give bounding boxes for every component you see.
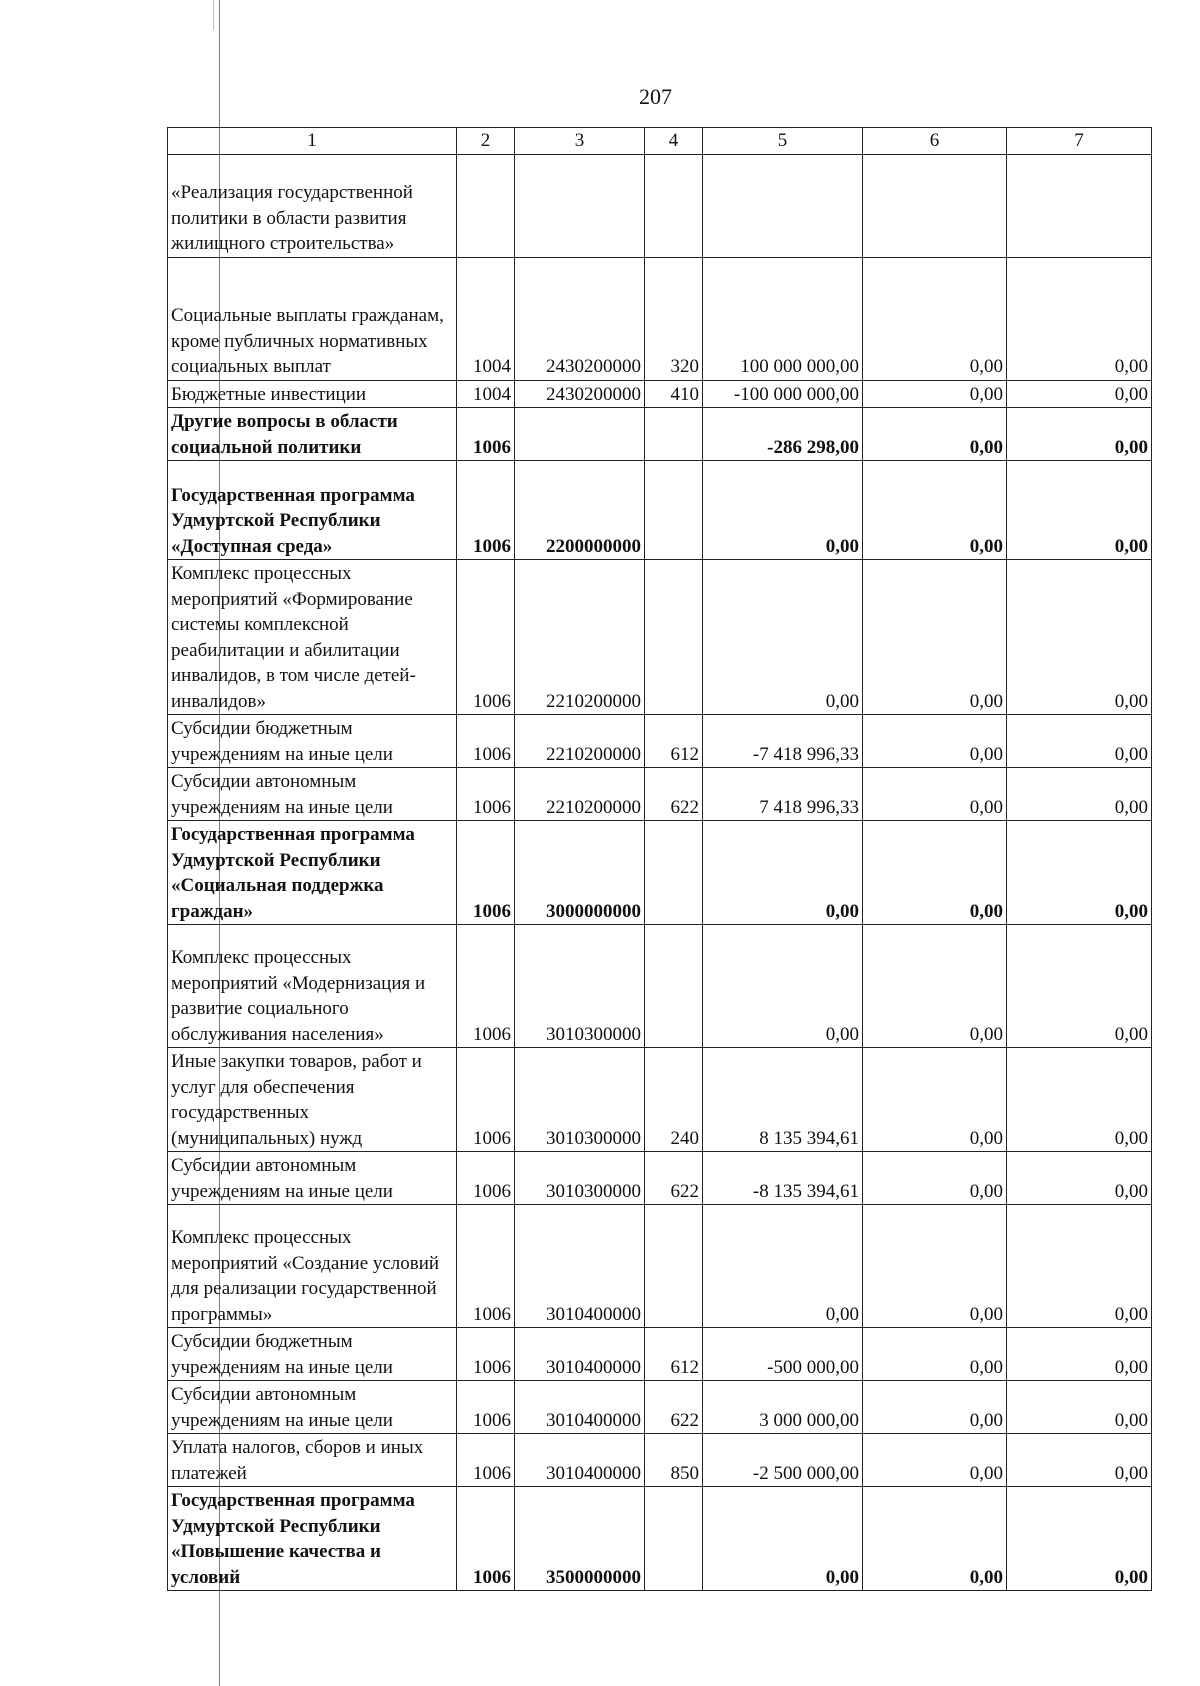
row-amount-6-cell: 0,00 [863,1048,1007,1152]
row-amount-6-cell: 0,00 [863,257,1007,380]
row-section-cell: 1004 [457,257,515,380]
row-csr-cell: 2210200000 [515,560,645,715]
row-vr-cell [645,461,703,560]
budget-table [167,127,1152,1591]
row-name-cell: Субсидии автономным учреждениям на иные цели [168,768,457,821]
row-amount-7-cell: 0,00 [1007,715,1152,768]
row-amount-7-cell: 0,00 [1007,461,1152,560]
row-amount-6-cell: 0,00 [863,715,1007,768]
row-vr-cell [645,925,703,1048]
table-row [168,715,1152,768]
table-row [168,560,1152,715]
row-vr-cell: 320 [645,257,703,380]
table-row [168,380,1152,408]
header-col-7: 7 [1007,128,1152,155]
row-amount-6-cell: 0,00 [863,560,1007,715]
row-amount-6-cell: 0,00 [863,1434,1007,1487]
row-amount-5-cell: -7 418 996,33 [703,715,863,768]
row-name-cell: Уплата налогов, сборов и иных платежей [168,1434,457,1487]
row-csr-cell: 2430200000 [515,257,645,380]
row-csr-cell: 2210200000 [515,715,645,768]
row-amount-5-cell: 0,00 [703,1205,863,1328]
row-amount-5-cell: 0,00 [703,821,863,925]
header-col-1: 1 [168,128,457,155]
row-csr-cell: 3010300000 [515,1152,645,1205]
row-amount-7-cell: 0,00 [1007,1328,1152,1381]
row-name-cell: «Реализация государственной политики в области развития жилищного строительства» [168,154,457,257]
row-vr-cell [645,1487,703,1591]
row-amount-6-cell: 0,00 [863,821,1007,925]
row-amount-7-cell: 0,00 [1007,768,1152,821]
row-amount-5-cell: 100 000 000,00 [703,257,863,380]
row-amount-7-cell: 0,00 [1007,1381,1152,1434]
row-amount-5-cell: -286 298,00 [703,408,863,461]
row-vr-cell: 850 [645,1434,703,1487]
table-row [168,257,1152,380]
row-csr-cell: 3010400000 [515,1328,645,1381]
row-csr-cell: 3010400000 [515,1381,645,1434]
row-csr-cell: 2430200000 [515,380,645,408]
row-amount-5-cell: -500 000,00 [703,1328,863,1381]
row-csr-cell: 3000000000 [515,821,645,925]
header-col-2: 2 [457,128,515,155]
row-amount-7-cell [1007,154,1152,257]
row-amount-5-cell: 0,00 [703,560,863,715]
row-amount-7-cell: 0,00 [1007,1152,1152,1205]
row-amount-7-cell: 0,00 [1007,1205,1152,1328]
table-row [168,408,1152,461]
row-name-cell: Государственная программа Удмуртской Республики «Доступная среда» [168,461,457,560]
row-amount-6-cell: 0,00 [863,1205,1007,1328]
row-name-cell: Комплекс процессных мероприятий «Создание условий для реализации государственной программы» [168,1205,457,1328]
row-vr-cell [645,821,703,925]
row-vr-cell [645,1205,703,1328]
row-amount-7-cell: 0,00 [1007,821,1152,925]
row-section-cell: 1006 [457,768,515,821]
row-amount-6-cell: 0,00 [863,768,1007,821]
row-name-cell: Иные закупки товаров, работ и услуг для обеспечения государственных (муниципальных) нужд [168,1048,457,1152]
row-section-cell: 1006 [457,1434,515,1487]
table-row [168,1487,1152,1591]
row-name-cell: Комплекс процессных мероприятий «Модернизация и развитие социального обслуживания населения» [168,925,457,1048]
row-vr-cell: 410 [645,380,703,408]
row-amount-7-cell: 0,00 [1007,257,1152,380]
row-amount-6-cell: 0,00 [863,1328,1007,1381]
row-section-cell: 1006 [457,1328,515,1381]
scan-margin-line-faint [213,0,214,30]
row-vr-cell [645,560,703,715]
row-section-cell: 1006 [457,1381,515,1434]
row-name-cell: Субсидии бюджетным учреждениям на иные цели [168,1328,457,1381]
row-section-cell: 1006 [457,560,515,715]
row-amount-7-cell: 0,00 [1007,1434,1152,1487]
row-amount-7-cell: 0,00 [1007,408,1152,461]
row-amount-7-cell: 0,00 [1007,1048,1152,1152]
row-amount-5-cell: 0,00 [703,925,863,1048]
row-csr-cell: 3010300000 [515,1048,645,1152]
row-amount-5-cell: -100 000 000,00 [703,380,863,408]
row-csr-cell [515,408,645,461]
row-vr-cell: 612 [645,1328,703,1381]
table-row [168,461,1152,560]
row-vr-cell: 622 [645,1381,703,1434]
header-col-6: 6 [863,128,1007,155]
row-amount-7-cell: 0,00 [1007,1487,1152,1591]
row-section-cell: 1006 [457,1487,515,1591]
row-amount-5-cell: 0,00 [703,461,863,560]
row-section-cell: 1006 [457,1048,515,1152]
row-amount-5-cell: 0,00 [703,1487,863,1591]
table-row [168,1381,1152,1434]
row-vr-cell: 612 [645,715,703,768]
row-amount-6-cell: 0,00 [863,925,1007,1048]
row-name-cell: Государственная программа Удмуртской Республики «Повышение качества и условий [168,1487,457,1591]
row-name-cell: Другие вопросы в области социальной политики [168,408,457,461]
row-section-cell: 1006 [457,715,515,768]
page-number: 207 [639,84,672,109]
row-name-cell: Комплекс процессных мероприятий «Формирование системы комплексной реабилитации и абилитации инвалидов, в том числе детей-инвалидов» [168,560,457,715]
row-amount-5-cell: -8 135 394,61 [703,1152,863,1205]
row-name-cell: Субсидии автономным учреждениям на иные цели [168,1152,457,1205]
row-amount-6-cell: 0,00 [863,1487,1007,1591]
row-amount-6-cell: 0,00 [863,461,1007,560]
row-section-cell: 1004 [457,380,515,408]
row-csr-cell: 2210200000 [515,768,645,821]
row-csr-cell: 3500000000 [515,1487,645,1591]
table-row [168,768,1152,821]
header-col-4: 4 [645,128,703,155]
row-amount-6-cell: 0,00 [863,380,1007,408]
row-amount-5-cell: -2 500 000,00 [703,1434,863,1487]
row-amount-6-cell [863,154,1007,257]
row-vr-cell [645,154,703,257]
row-csr-cell: 3010400000 [515,1205,645,1328]
row-section-cell: 1006 [457,1152,515,1205]
table-row [168,154,1152,257]
table-row [168,1048,1152,1152]
table-row [168,1328,1152,1381]
row-amount-5-cell: 8 135 394,61 [703,1048,863,1152]
header-col-3: 3 [515,128,645,155]
row-section-cell: 1006 [457,408,515,461]
row-csr-cell: 3010400000 [515,1434,645,1487]
row-name-cell: Социальные выплаты гражданам, кроме публичных нормативных социальных выплат [168,257,457,380]
table-row [168,1152,1152,1205]
row-amount-6-cell: 0,00 [863,1381,1007,1434]
row-amount-7-cell: 0,00 [1007,560,1152,715]
row-amount-7-cell: 0,00 [1007,925,1152,1048]
row-amount-5-cell: 3 000 000,00 [703,1381,863,1434]
row-section-cell: 1006 [457,1205,515,1328]
row-vr-cell: 622 [645,1152,703,1205]
row-csr-cell [515,154,645,257]
row-vr-cell: 240 [645,1048,703,1152]
row-name-cell: Субсидии автономным учреждениям на иные цели [168,1381,457,1434]
table-row [168,925,1152,1048]
table-row [168,1434,1152,1487]
row-vr-cell: 622 [645,768,703,821]
table-row [168,1205,1152,1328]
row-amount-6-cell: 0,00 [863,1152,1007,1205]
row-csr-cell: 2200000000 [515,461,645,560]
row-name-cell: Субсидии бюджетным учреждениям на иные цели [168,715,457,768]
row-amount-5-cell: 7 418 996,33 [703,768,863,821]
row-section-cell: 1006 [457,925,515,1048]
row-amount-6-cell: 0,00 [863,408,1007,461]
table-row [168,821,1152,925]
row-vr-cell [645,408,703,461]
table-header-row [168,128,1152,155]
row-csr-cell: 3010300000 [515,925,645,1048]
row-section-cell: 1006 [457,461,515,560]
row-section-cell [457,154,515,257]
row-name-cell: Бюджетные инвестиции [168,380,457,408]
row-section-cell: 1006 [457,821,515,925]
header-col-5: 5 [703,128,863,155]
row-amount-5-cell [703,154,863,257]
row-name-cell: Государственная программа Удмуртской Республики «Социальная поддержка граждан» [168,821,457,925]
row-amount-7-cell: 0,00 [1007,380,1152,408]
